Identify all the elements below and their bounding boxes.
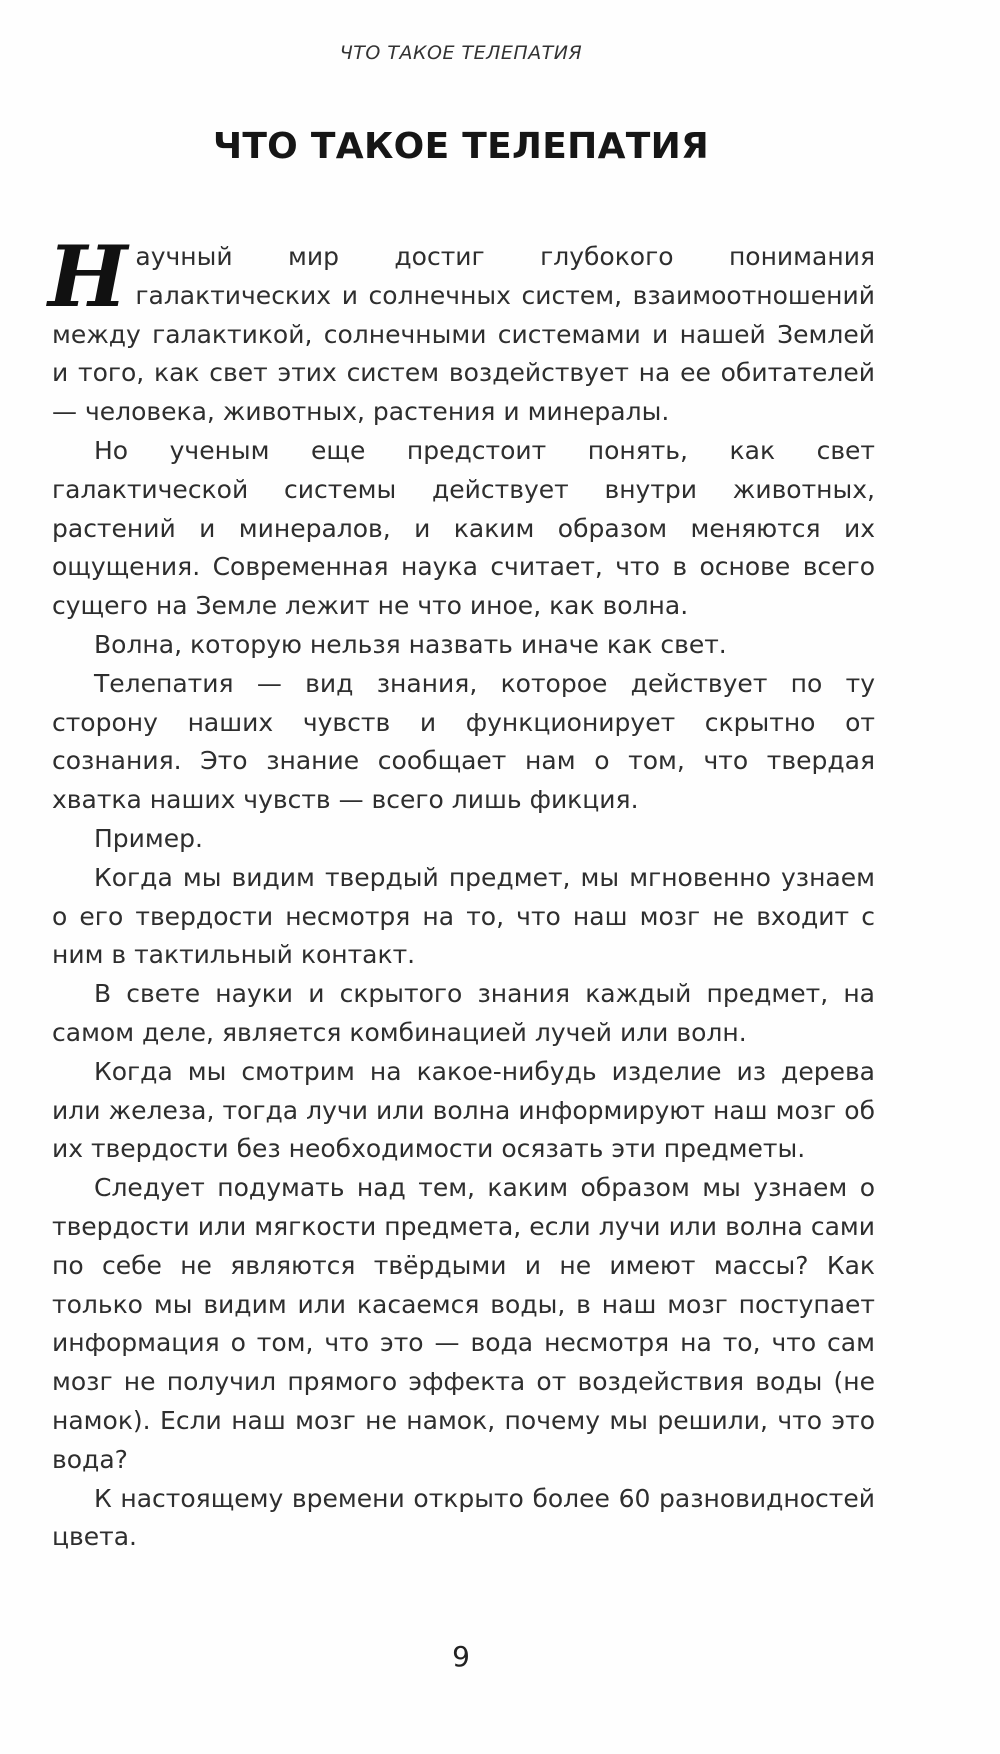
body-text — [48, 227, 875, 1557]
paragraph-10: К настоящему времени открыто более 60 разновидностей цвета. — [52, 1483, 875, 1552]
drop-cap: Н — [48, 227, 128, 326]
paragraph-4: Телепатия — вид знания, которое действует по ту сторону наших чувств и функционирует скрытно от сознания. Это знание сообщает нам о том, что твердая хватка наших чувств — всего лишь фикция. — [52, 668, 875, 815]
paragraph-3: Волна, которую нельзя назвать иначе как свет. — [94, 629, 727, 659]
running-head: ЧТО ТАКОЕ ТЕЛЕПАТИЯ — [339, 42, 583, 64]
page-number: 9 — [452, 1640, 470, 1673]
paragraph-6: Когда мы видим твердый предмет, мы мгновенно узнаем о его твердости несмотря на то, что наш мозг не входит с ним в тактильный контакт. — [52, 862, 875, 970]
paragraph-5: Пример. — [94, 823, 203, 853]
chapter-title: ЧТО ТАКОЕ ТЕЛЕПАТИЯ — [212, 126, 710, 167]
paragraph-2: Но ученым еще предстоит понять, как свет галактической системы действует внутри животных, растений и минералов, и каким образом меняются их ощущения. Современная наука считает, что в основе всего сущего на Земле лежит не что иное, как волна. — [52, 435, 875, 621]
paragraph-7: В свете науки и скрытого знания каждый предмет, на самом деле, является комбинацией лучей или волн. — [52, 979, 875, 1047]
paragraph-1-text: аучный мир достиг глубокого понимания галактических и солнечных систем, взаимоотношений между галактикой, солнечными системами и нашей Землей и того, как свет этих систем воздействует на ее обитателей — человека, животных, растения и минералы. — [52, 242, 875, 427]
paragraph-8: Когда мы смотрим на какое-нибудь изделие из дерева или железа, тогда лучи или волна информируют наш мозг об их твердости без необходимости осязать эти предметы. — [52, 1056, 875, 1164]
paragraph-1 — [48, 227, 875, 432]
paragraph-9: Следует подумать над тем, каким образом мы узнаем о твердости или мягкости предмета, если лучи или волна сами по себе не являются твёрдыми и не имеют массы? Как только мы видим или касаемся воды, в наш мозг поступает информация о том, что это — вода несмотря на то, что сам мозг не получил прямого эффекта от воздействия воды (не намок). Если наш мозг не намок, почему мы решили, что это вода? — [52, 1173, 875, 1474]
